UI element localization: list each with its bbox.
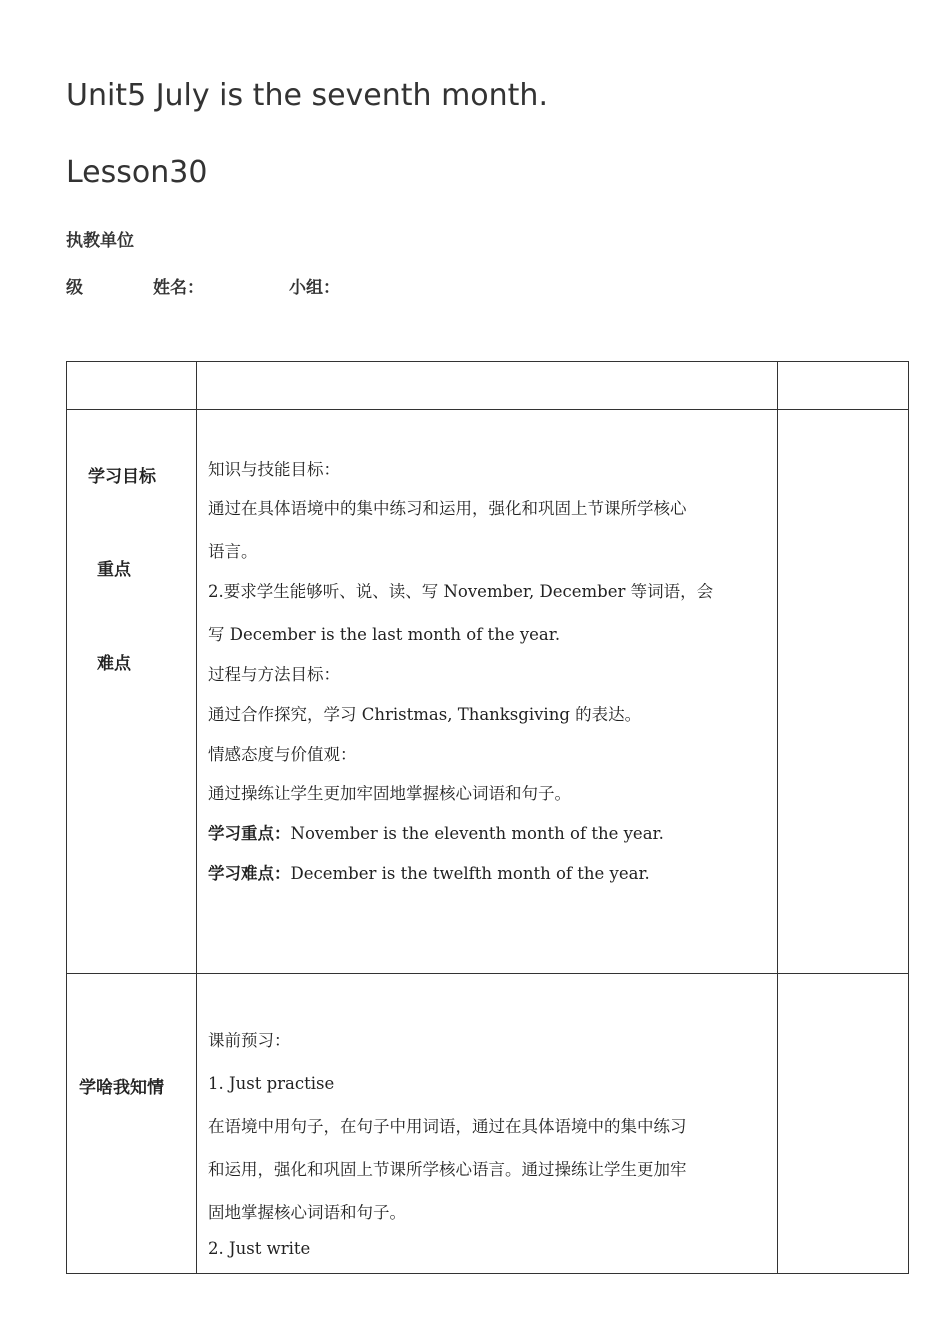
grade-label: 级 — [66, 278, 83, 298]
emotion-heading: 情感态度与价值观： — [208, 745, 357, 764]
teaching-unit-label: 执教单位 — [66, 231, 134, 251]
difficult-points-label: 难点 — [97, 654, 131, 674]
preview-heading: 课前预习： — [208, 1031, 291, 1050]
goals-text: 2.要求学生能够听、说、读、写 November, December 等词语，会 — [208, 582, 714, 601]
preview-text: 和运用，强化和巩固上节课所学核心语言。通过操练让学生更加牢 — [208, 1160, 687, 1179]
goals-text: 语言。 — [208, 542, 258, 561]
preview-item: 2. Just write — [208, 1239, 311, 1258]
process-text: 通过合作探究，学习 Christmas, Thanksgiving 的表达。 — [208, 705, 642, 724]
column-divider — [196, 362, 197, 1273]
key-point-label: 学习重点： — [208, 824, 291, 843]
process-heading: 过程与方法目标： — [208, 665, 340, 684]
preview-text: 在语境中用句子，在句子中用词语，通过在具体语境中的集中练习 — [208, 1117, 687, 1136]
name-label: 姓名： — [153, 278, 204, 298]
goals-heading: 知识与技能目标： — [208, 460, 340, 479]
goals-text: 通过在具体语境中的集中练习和运用，强化和巩固上节课所学核心 — [208, 499, 687, 518]
difficult-point-label: 学习难点： — [208, 864, 291, 883]
lesson-plan-table — [66, 361, 909, 1274]
difficult-point-line — [208, 860, 650, 884]
difficult-point-text: December is the twelfth month of the year. — [290, 864, 650, 883]
preview-item: 1. Just practise — [208, 1074, 335, 1093]
preview-text: 固地掌握核心词语和句子。 — [208, 1203, 406, 1222]
key-point-line — [208, 820, 664, 844]
preview-section-label: 学啥我知情 — [79, 1078, 164, 1098]
key-point-text: November is the eleventh month of the year. — [290, 824, 664, 843]
page-title: Unit5 July is the seventh month. — [66, 78, 548, 113]
row-divider — [67, 973, 908, 974]
learning-goals-label: 学习目标 — [88, 467, 156, 487]
key-points-label: 重点 — [97, 560, 131, 580]
goals-text: 写 December is the last month of the year. — [208, 625, 561, 644]
column-divider — [777, 362, 778, 1273]
row-divider — [67, 409, 908, 410]
lesson-title: Lesson30 — [66, 155, 208, 190]
group-label: 小组： — [289, 278, 340, 298]
emotion-text: 通过操练让学生更加牢固地掌握核心词语和句子。 — [208, 784, 571, 803]
